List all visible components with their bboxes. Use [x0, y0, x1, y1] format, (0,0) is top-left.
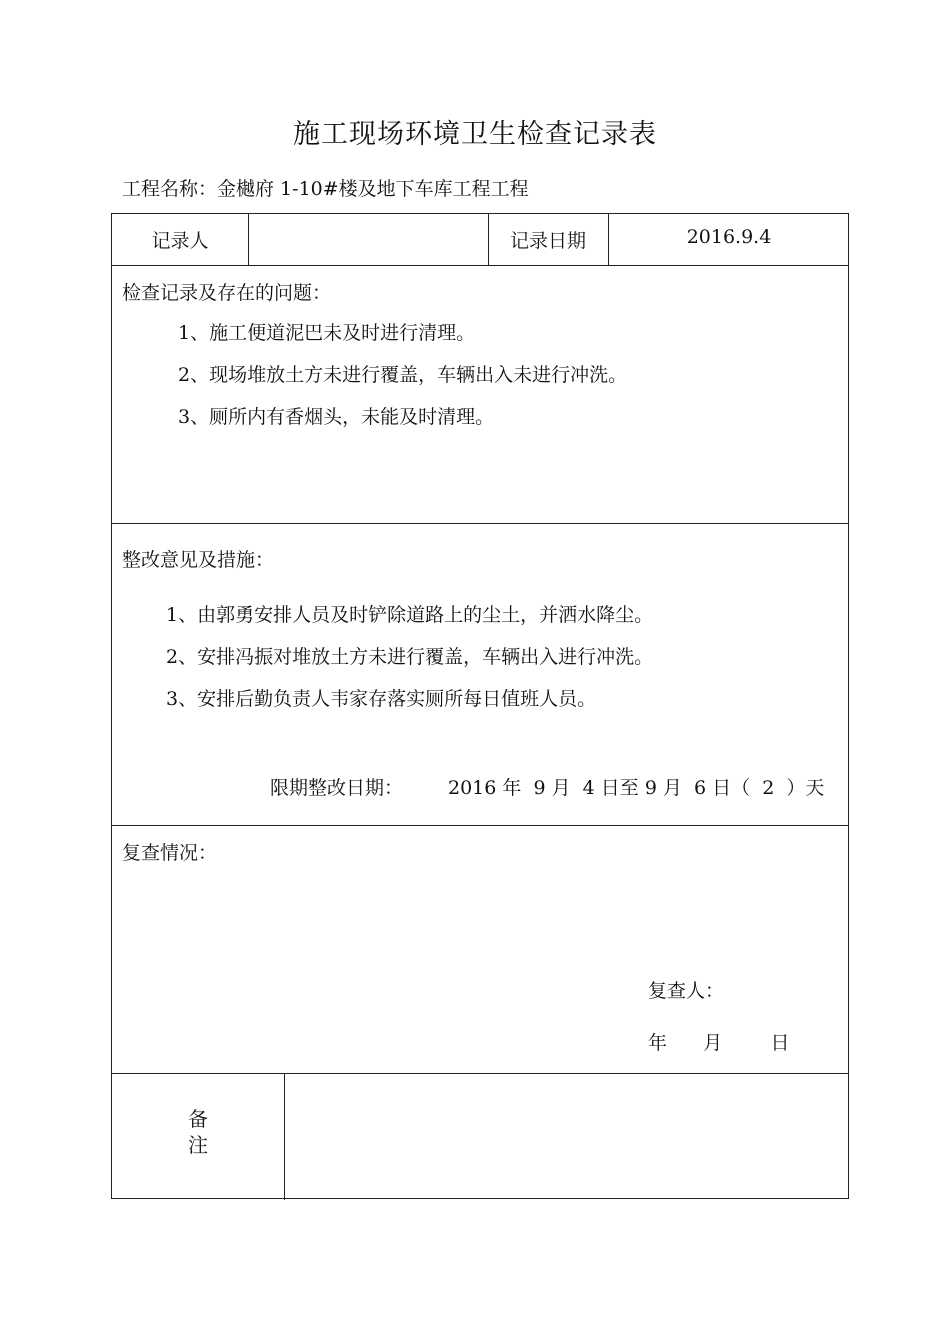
deadline-label: 限期整改日期： [270, 777, 404, 799]
reviewer-label: 复查人： [648, 980, 725, 1002]
page-title: 施工现场环境卫生检查记录表 [293, 119, 657, 150]
project-name-line [122, 174, 529, 201]
inspection-form-table [111, 213, 849, 1199]
measure-item: 3、安排后勤负责人韦家存落实厕所每日值班人员。 [166, 688, 597, 710]
record-date-label: 记录日期 [509, 230, 586, 252]
row-divider-4 [112, 1073, 848, 1074]
project-name: 金樾府 1-10#楼及地下车库工程工程 [217, 178, 529, 200]
measures-heading: 整改意见及措施： [122, 549, 275, 571]
remarks-label-line2: 注 [188, 1133, 208, 1157]
row-divider-3 [112, 825, 848, 826]
issue-item: 3、厕所内有香烟头，未能及时清理。 [178, 406, 495, 428]
record-date-value: 2016.9.4 [686, 226, 772, 248]
deadline-value: 2016 年 9 月 4 日至 9 月 6 日（ 2 ）天 [448, 777, 825, 799]
review-date: 年 月 日 [648, 1032, 790, 1054]
issue-item: 2、现场堆放土方未进行覆盖，车辆出入未进行冲洗。 [178, 364, 628, 386]
col-divider-1 [248, 214, 249, 265]
remarks-divider [284, 1073, 285, 1200]
measure-item: 2、安排冯振对堆放土方未进行覆盖，车辆出入进行冲洗。 [166, 646, 654, 668]
project-label: 工程名称： [122, 178, 218, 200]
review-heading: 复查情况： [122, 842, 218, 864]
issue-item: 1、施工便道泥巴未及时进行清理。 [178, 322, 476, 344]
remarks-label-line1: 备 [188, 1107, 208, 1131]
measure-item: 1、由郭勇安排人员及时铲除道路上的尘土，并洒水降尘。 [166, 604, 654, 626]
row-divider-1 [112, 265, 848, 266]
recorder-label: 记录人 [151, 230, 209, 252]
row-divider-2 [112, 523, 848, 524]
remarks-label [112, 1106, 284, 1158]
issues-heading: 检查记录及存在的问题： [122, 282, 332, 304]
